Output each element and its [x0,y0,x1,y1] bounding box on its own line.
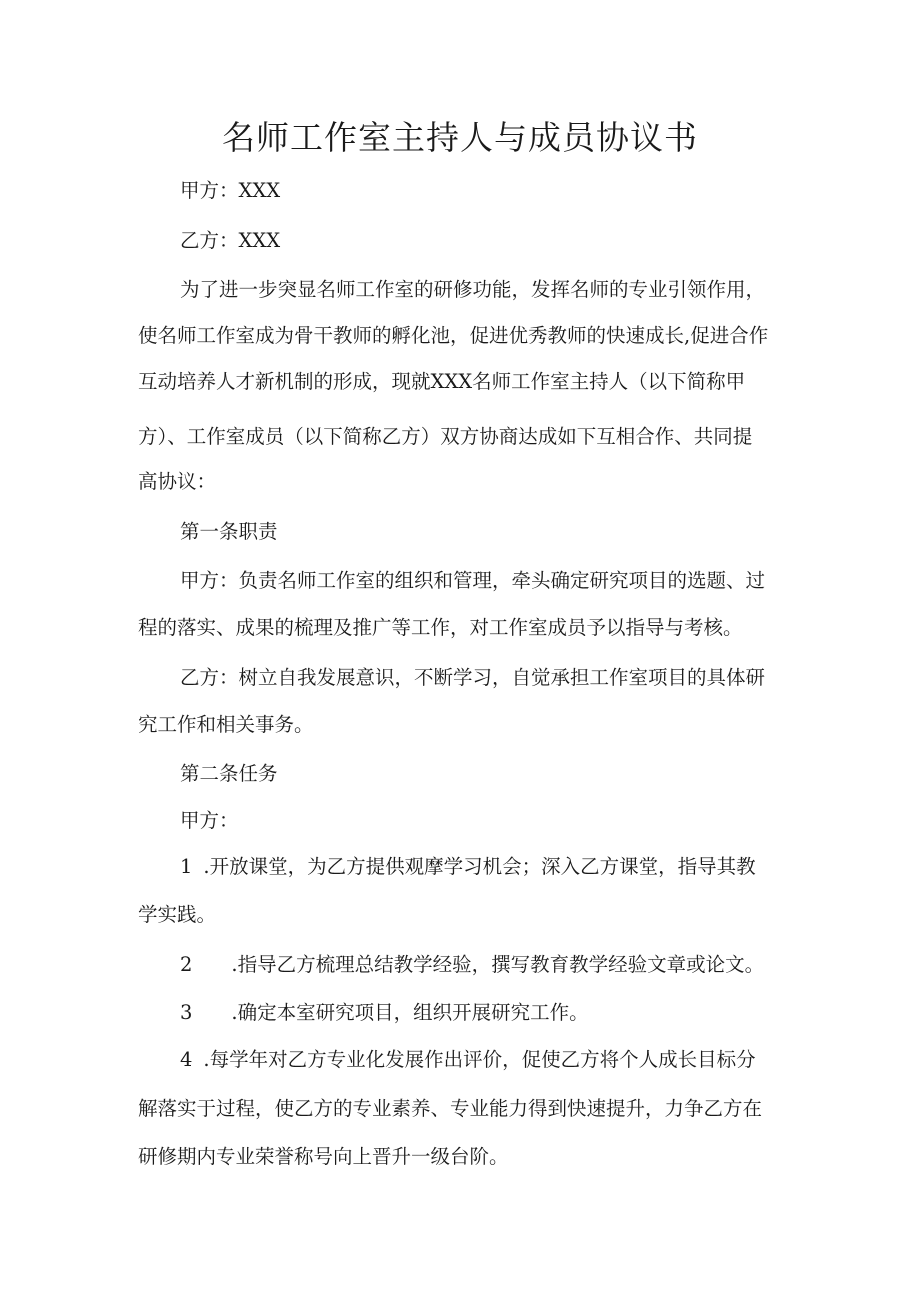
list-item-3-number: 3 [180,1001,193,1024]
list-item-3-text: .确定本室研究项目，组织开展研究工作。 [231,1001,589,1024]
intro-line-3: 互动培养人才新机制的形成，现就XXX名师工作室主持人（以下简称甲 [138,370,746,393]
document-title: 名师工作室主持人与成员协议书 [222,118,698,157]
intro-line-4: 方）、工作室成员（以下简称乙方）双方协商达成如下互相合作、共同提 [138,425,753,448]
article-1-party-a-line-1: 甲方：负责名师工作室的组织和管理，牵头确定研究项目的选题、过 [180,569,766,592]
list-item-4-line-1 [180,1045,756,1075]
article-1-party-b-line-1: 乙方：树立自我发展意识，不断学习，自觉承担工作室项目的具体研 [180,666,766,689]
intro-line-5: 高协议： [138,470,217,493]
party-b-line: 乙方：XXX [180,229,281,252]
list-item-1-text: .开放课堂，为乙方提供观摩学习机会；深入乙方课堂，指导其教 [203,855,756,878]
article-1-heading: 第一条职责 [180,520,278,543]
article-1-party-a-line-2: 程的落实、成果的梳理及推广等工作，对工作室成员予以指导与考核。 [138,616,743,639]
list-item-1-line-1 [180,852,756,882]
article-2-heading: 第二条任务 [180,762,278,785]
list-item-2 [180,950,764,980]
list-item-2-number: 2 [180,953,193,976]
list-item-4-text: .每学年对乙方专业化发展作出评价，促使乙方将个人成长目标分 [203,1048,756,1071]
intro-line-2: 使名师工作室成为骨干教师的孵化池，促进优秀教师的快速成长,促进合作 [138,324,769,347]
party-a-line: 甲方：XXX [180,179,281,202]
article-1-party-b-line-2: 究工作和相关事务。 [138,713,314,736]
article-2-party-a: 甲方： [180,809,239,832]
list-item-1-number: 1 [180,855,193,878]
intro-line-1: 为了进一步突显名师工作室的研修功能，发挥名师的专业引领作用， [180,278,766,301]
list-item-2-text: .指导乙方梳理总结教学经验，撰写教育教学经验文章或论文。 [231,953,765,976]
list-item-4-number: 4 [180,1048,193,1071]
list-item-1-line-2: 学实践。 [138,903,217,926]
list-item-3 [180,998,589,1028]
list-item-4-line-2: 解落实于过程，使乙方的专业素养、专业能力得到快速提升，力争乙方在 [138,1097,763,1120]
list-item-4-line-3: 研修期内专业荣誉称号向上晋升一级台阶。 [138,1145,509,1168]
